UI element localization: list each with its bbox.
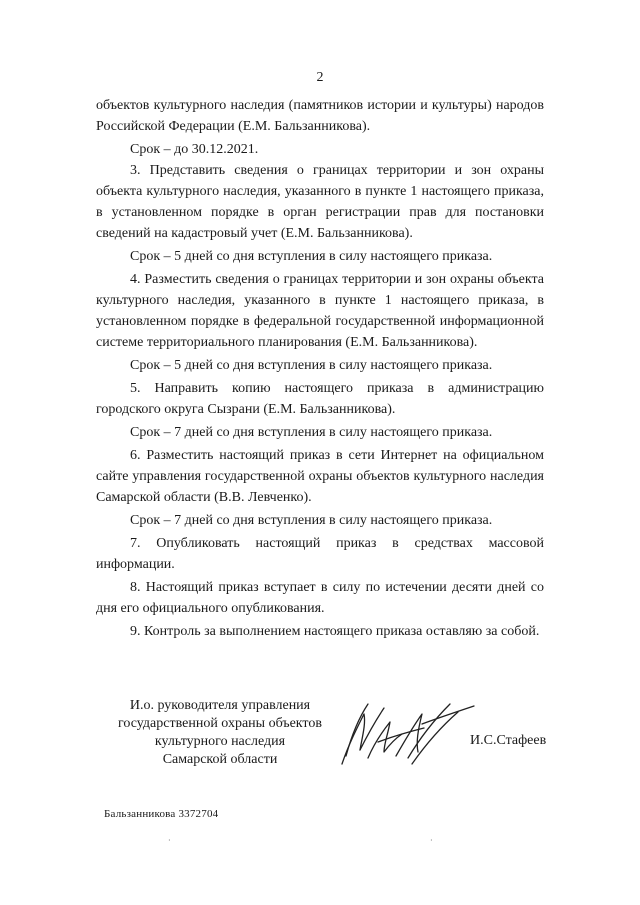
item-9: 9. Контроль за выполнением настоящего приказа оставляю за собой. bbox=[130, 624, 540, 639]
paragraph-continuation: объектов культурного наследия (памятников истории и культуры) народов Российской Федерации (Е.М. Бальзанникова). bbox=[96, 98, 544, 134]
signatory-name: И.С.Стафеев bbox=[470, 733, 547, 748]
item-7: 7. Опубликовать настоящий приказ в средствах массовой информации. bbox=[96, 536, 544, 572]
deadline-3: Срок – 5 дней со дня вступления в силу настоящего приказа. bbox=[130, 249, 493, 264]
deadline-4: Срок – 5 дней со дня вступления в силу настоящего приказа. bbox=[130, 358, 493, 373]
deadline-1: Срок – до 30.12.2021. bbox=[130, 142, 259, 157]
item-6: 6. Разместить настоящий приказ в сети Интернет на официальном сайте управления государственной охраны объектов культурного наследия Самарской области (В.В. Левченко). bbox=[96, 448, 544, 505]
item-4: 4. Разместить сведения о границах территории и зон охраны объекта культурного наследия, указанного в пункте 1 настоящего приказа, в установленном порядке в федеральной государственной информационной системе территориального планирования (Е.М. Бальзанникова). bbox=[96, 272, 544, 350]
document-body bbox=[96, 95, 544, 642]
executor-footer: Бальзанникова 3372704 bbox=[104, 808, 219, 820]
scan-mark: · bbox=[430, 836, 433, 845]
signatory-title-line: Самарской области bbox=[162, 752, 278, 767]
item-5: 5. Направить копию настоящего приказа в администрацию городского округа Сызрани (Е.М. Бальзанникова). bbox=[96, 381, 544, 417]
scan-mark: · bbox=[168, 836, 171, 845]
deadline-5: Срок – 7 дней со дня вступления в силу настоящего приказа. bbox=[130, 425, 493, 440]
signatory-title-line: государственной охраны объектов bbox=[118, 716, 322, 731]
handwritten-signature bbox=[338, 694, 478, 774]
page-number: 2 bbox=[316, 70, 324, 85]
item-8: 8. Настоящий приказ вступает в силу по истечении десяти дней со дня его официального опубликования. bbox=[96, 580, 544, 616]
signatory-title-line: И.о. руководителя управления bbox=[129, 698, 311, 713]
signatory-title bbox=[110, 697, 330, 769]
item-3: 3. Представить сведения о границах территории и зон охраны объекта культурного наследия, указанного в пункте 1 настоящего приказа, в установленном порядке в орган регистрации прав для постановки сведений на кадастровый учет (Е.М. Бальзанникова). bbox=[96, 163, 544, 241]
deadline-6: Срок – 7 дней со дня вступления в силу настоящего приказа. bbox=[130, 513, 493, 528]
signatory-title-line: культурного наследия bbox=[154, 734, 286, 749]
